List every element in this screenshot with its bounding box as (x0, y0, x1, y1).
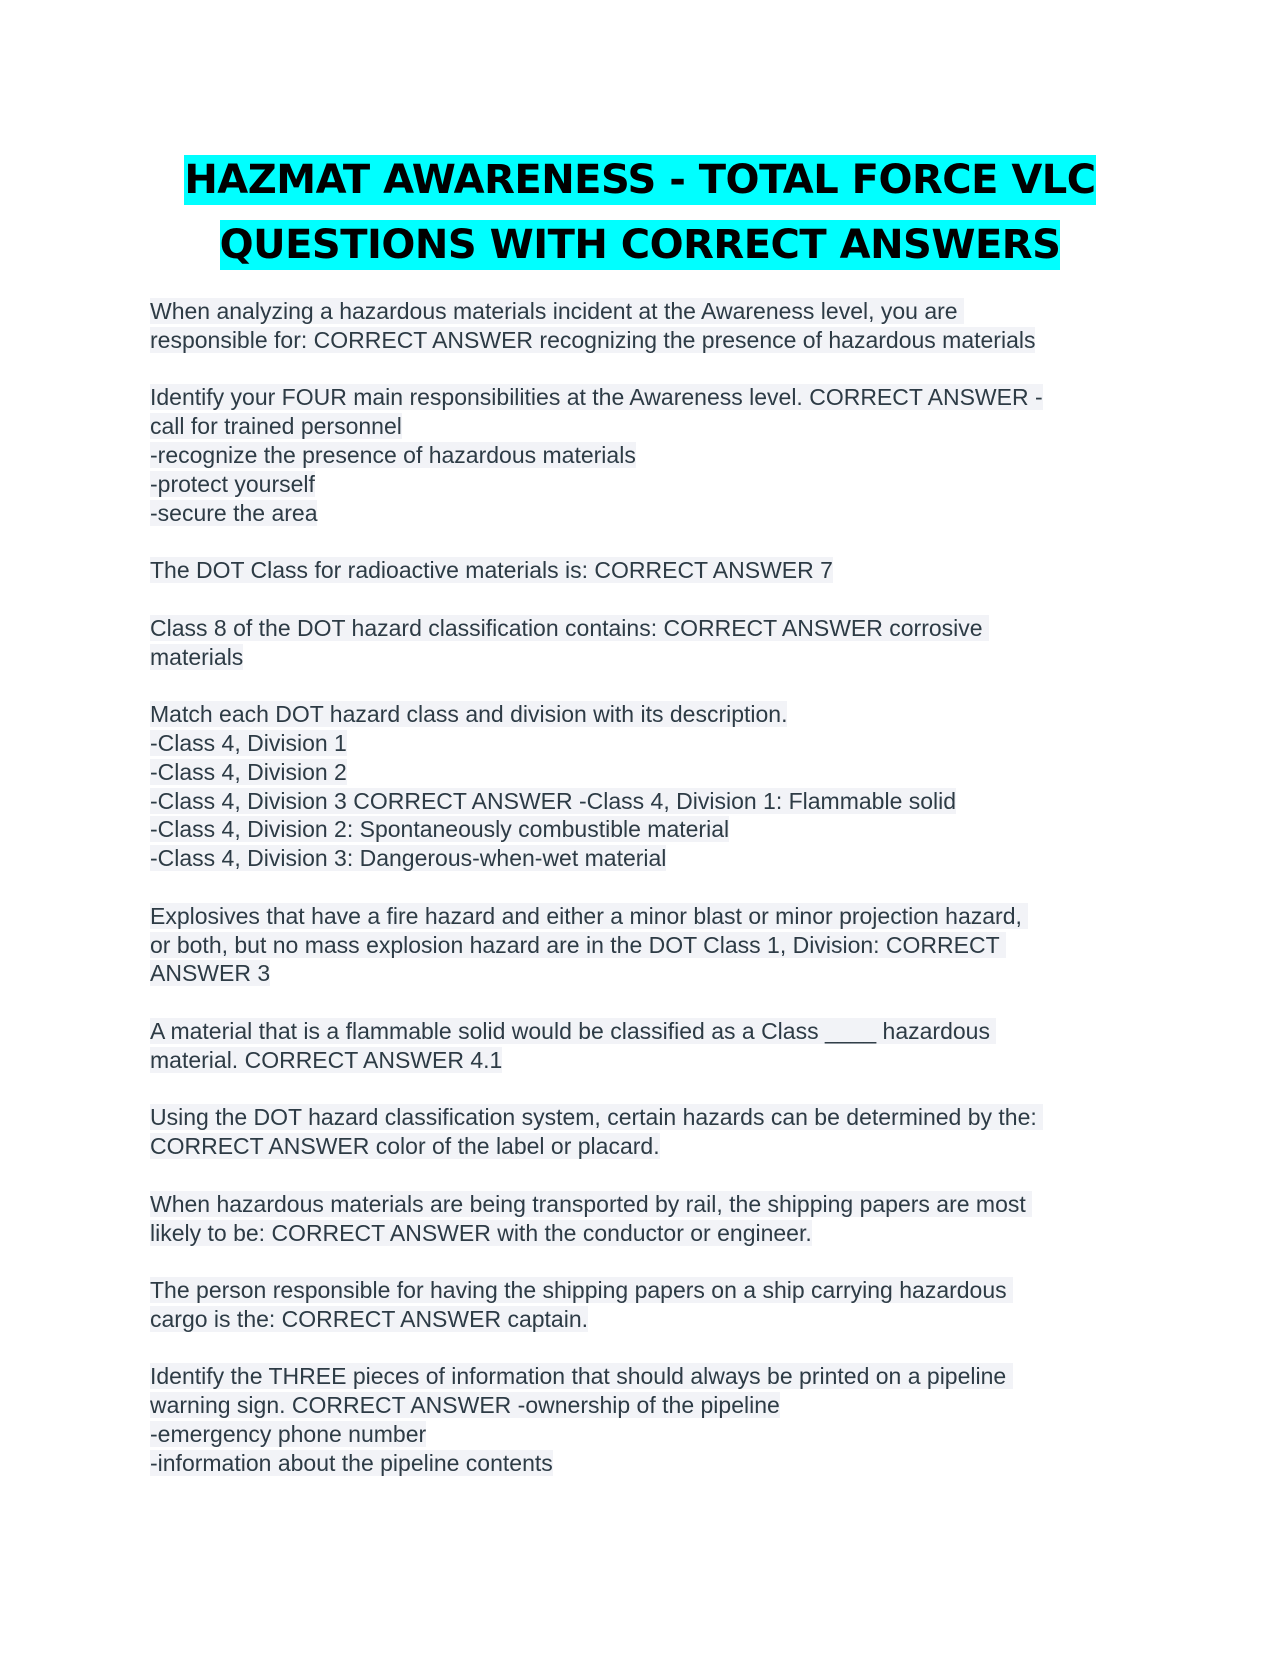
question-answer-paragraph (150, 614, 1150, 672)
question-answer-paragraph (150, 383, 1150, 527)
title-line-2: QUESTIONS WITH CORRECT ANSWERS (219, 222, 1061, 268)
title-line-1: HAZMAT AWARENESS - TOTAL FORCE VLC (184, 157, 1096, 203)
question-answer-paragraph (150, 1276, 1150, 1334)
text-line: -Class 4, Division 1 (150, 729, 347, 756)
text-line: ANSWER 3 (150, 960, 271, 987)
text-line: cargo is the: CORRECT ANSWER captain. (150, 1305, 588, 1332)
text-line: -Class 4, Division 3 CORRECT ANSWER -Class 4, Division 1: Flammable solid (150, 787, 957, 814)
text-line: Identify your FOUR main responsibilities at the Awareness level. CORRECT ANSWER - (150, 384, 1043, 411)
question-answer-paragraph (150, 556, 1150, 585)
question-answer-paragraph (150, 1017, 1150, 1075)
text-line: warning sign. CORRECT ANSWER -ownership of the pipeline (150, 1392, 780, 1419)
text-line: materials (150, 643, 244, 670)
text-line: CORRECT ANSWER color of the label or placard. (150, 1133, 660, 1160)
text-line: The person responsible for having the shipping papers on a ship carrying hazardous (150, 1277, 1014, 1304)
text-line: -Class 4, Division 3: Dangerous-when-wet material (150, 845, 667, 872)
text-line: The DOT Class for radioactive materials is: CORRECT ANSWER 7 (150, 557, 833, 584)
text-line: -Class 4, Division 2 (150, 758, 347, 785)
text-line: -emergency phone number (150, 1421, 427, 1448)
text-line: Match each DOT hazard class and division with its description. (150, 701, 788, 728)
text-line: When analyzing a hazardous materials incident at the Awareness level, you are (150, 298, 964, 324)
question-answer-paragraph (150, 700, 1150, 873)
text-line: material. CORRECT ANSWER 4.1 (150, 1046, 503, 1073)
text-line: Explosives that have a fire hazard and either a minor blast or minor projection hazard, (150, 902, 1029, 929)
text-line: responsible for: CORRECT ANSWER recognizing the presence of hazardous materials (150, 326, 1036, 353)
text-line: -secure the area (150, 499, 318, 526)
question-answer-paragraph (150, 1190, 1150, 1248)
question-answer-paragraph (150, 902, 1150, 988)
document-title (100, 148, 1180, 278)
text-line: When hazardous materials are being transported by rail, the shipping papers are most (150, 1190, 1033, 1217)
text-line: -Class 4, Division 2: Spontaneously combustible material (150, 816, 730, 843)
question-answer-paragraph (150, 1103, 1150, 1161)
text-line: A material that is a flammable solid would be classified as a Class ____ hazardous (150, 1017, 997, 1044)
question-answer-paragraph (150, 1362, 1150, 1477)
text-line: Identify the THREE pieces of information that should always be printed on a pipeline (150, 1363, 1013, 1390)
question-list (150, 297, 1150, 1506)
text-line: -protect yourself (150, 470, 315, 497)
text-line: -recognize the presence of hazardous materials (150, 441, 636, 468)
text-line: Class 8 of the DOT hazard classification contains: CORRECT ANSWER corrosive (150, 614, 989, 641)
text-line: call for trained personnel (150, 413, 402, 440)
text-line: likely to be: CORRECT ANSWER with the conductor or engineer. (150, 1219, 812, 1246)
text-line: -information about the pipeline contents (150, 1449, 553, 1476)
text-line: Using the DOT hazard classification system, certain hazards can be determined by the: (150, 1104, 1044, 1131)
text-line: or both, but no mass explosion hazard are in the DOT Class 1, Division: CORRECT (150, 931, 1006, 958)
question-answer-paragraph (150, 297, 1150, 355)
